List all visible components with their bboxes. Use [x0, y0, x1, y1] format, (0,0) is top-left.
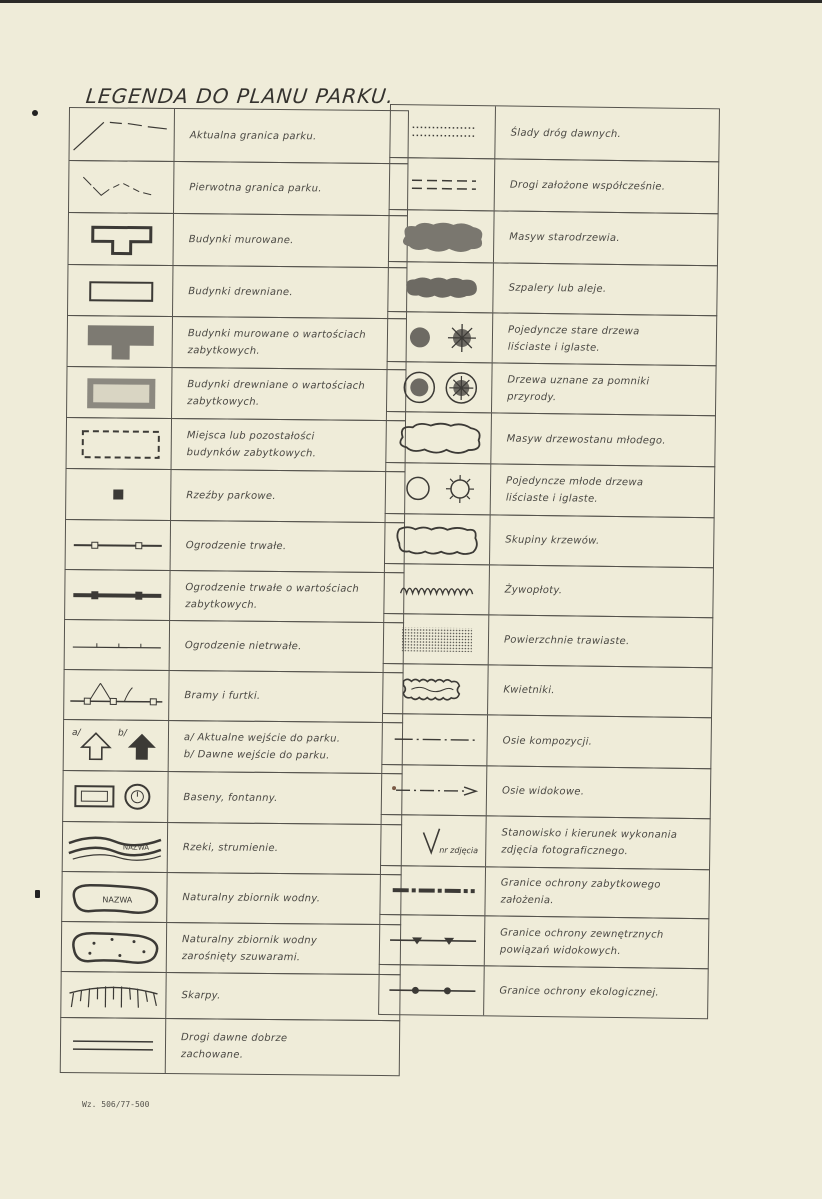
ecological-protection-boundary-icon: [379, 965, 485, 1015]
legend-row: [383, 613, 714, 668]
historic-brick-building-icon: [68, 316, 173, 367]
legend-label: Drogi założone współcześnie.: [509, 179, 666, 193]
legend-row: [65, 468, 405, 523]
legend-label: Ogrodzenie nietrwałe.: [184, 640, 302, 653]
heritage-protection-boundary-icon: [380, 866, 486, 915]
shrub-group-icon: [385, 514, 491, 564]
legend-label: Granice ochrony zabytkowego założenia.: [500, 877, 661, 907]
legend-label: Ogrodzenie trwałe o wartościach zabytkowych.: [185, 581, 360, 611]
legend-row: [60, 971, 400, 1021]
entrance-arrows-icon: [64, 720, 169, 771]
old-single-trees-icon: [388, 312, 494, 362]
legend-label: a/ Aktualne wejście do parku. b/ Dawne wejście do parku.: [183, 732, 341, 762]
legend-label: Rzeźby parkowe.: [186, 489, 276, 502]
legend-row: [67, 264, 407, 319]
legend-label: Bramy i furtki.: [184, 690, 261, 702]
legend-row: [382, 663, 713, 718]
legend-label: Ogrodzenie trwałe.: [185, 540, 287, 553]
legend-label: Granice ochrony zewnętrznych powiązań widokowych.: [499, 927, 664, 957]
old-road-icon: [61, 1018, 167, 1073]
fountain-icon: [63, 771, 168, 822]
legend-row: [64, 569, 404, 623]
legend-label: Drogi dawne dobrze zachowane.: [180, 1032, 288, 1061]
original-boundary-icon: [69, 161, 174, 213]
current-boundary-icon: [70, 108, 175, 161]
legend-row: [63, 669, 403, 723]
page-top-edge: [0, 0, 822, 3]
temporary-fence-icon: [65, 620, 170, 670]
legend-label: Naturalny zbiornik wodny zarośnięty szuwarami.: [181, 933, 318, 963]
alley-icon: [388, 262, 494, 312]
legend-label: Skupiny krzewów.: [505, 534, 600, 547]
legend-label: Aktualna granica parku.: [189, 129, 317, 142]
legend-row: [384, 513, 715, 568]
legend-label: Żywopłoty.: [504, 584, 563, 597]
historic-fence-icon: [65, 570, 170, 620]
old-tree-mass-icon: [389, 210, 495, 262]
legend-label: Budynki murowane.: [188, 234, 294, 247]
view-protection-boundary-icon: [380, 915, 486, 965]
form-code: Wz. 506/77-500: [82, 1100, 150, 1109]
legend-label: Masyw starodrzewia.: [509, 231, 620, 245]
legend-label: Skarpy.: [181, 990, 221, 1002]
hedge-icon: [384, 564, 490, 614]
wooden-building-icon: [68, 265, 173, 316]
binding-hole-mark: [35, 890, 40, 898]
binding-hole-mark: [32, 110, 38, 116]
legend-row: [67, 315, 407, 370]
legend-row: [386, 361, 717, 416]
legend-row: [378, 964, 709, 1019]
legend-row: [380, 814, 711, 870]
legend-label: Pojedyncze młode drzewa liściaste i iglaste.: [505, 475, 644, 505]
river-icon: [63, 822, 168, 872]
legend-row: [68, 160, 408, 216]
grass-icon: [384, 614, 490, 664]
legend-label: Pojedyncze stare drzewa liściaste i iglaste.: [507, 324, 640, 354]
legend-label: Naturalny zbiornik wodny.: [182, 892, 321, 905]
legend-row: [387, 311, 718, 366]
historic-wooden-building-icon: [67, 367, 172, 418]
legend-label: Kwietniki.: [503, 684, 555, 697]
view-axis-icon: [382, 765, 488, 815]
legend-row: [66, 417, 406, 472]
legend-label: Pierwotna granica parku.: [189, 182, 322, 195]
river-name-mark: NAZWA: [122, 843, 150, 852]
photo-point-icon: [381, 815, 487, 866]
building-remains-icon: [67, 418, 172, 469]
legend-row: [65, 519, 405, 573]
legend-row: [385, 411, 716, 467]
legend-label: Ślady dróg dawnych.: [510, 127, 622, 140]
legend-row: [389, 104, 720, 162]
legend-right-column: [378, 105, 720, 1019]
legend-row: [68, 107, 409, 164]
legend-label: Budynki murowane o wartościach zabytkowych.: [187, 328, 366, 357]
legend-label: Rzeki, strumienie.: [182, 842, 279, 855]
legend-label: Szpalery lub aleje.: [508, 282, 607, 295]
monument-trees-icon: [387, 362, 493, 412]
entrance-a-mark: a/: [71, 728, 81, 739]
legend-row: [61, 871, 401, 925]
legend-row: [64, 619, 404, 673]
reed-pond-icon: [62, 922, 167, 972]
pond-icon: [62, 872, 167, 922]
legend-label: Granice ochrony ekologicznej.: [499, 985, 660, 999]
escarpment-icon: [61, 972, 166, 1018]
legend-row: [379, 914, 710, 969]
legend-row: [62, 770, 402, 825]
legend-label: Masyw drzewostanu młodego.: [506, 433, 666, 447]
gate-icon: [64, 670, 169, 720]
modern-road-icon: [390, 158, 496, 210]
entrance-b-mark: b/: [117, 728, 127, 739]
composition-axis-icon: [382, 714, 488, 765]
legend-label: Stanowisko i kierunek wykonania zdjęcia fotograficznego.: [501, 827, 678, 858]
legend-label: Osie widokowe.: [501, 785, 585, 798]
legend-row: [381, 713, 712, 769]
legend-left-column: [60, 108, 409, 1076]
brick-building-icon: [69, 213, 174, 265]
legend-label: Miejsca lub pozostałości budynków zabytkowych.: [186, 430, 317, 460]
legend-row: [62, 821, 402, 875]
legend-row: [67, 212, 407, 268]
legend-label: Baseny, fontanny.: [183, 791, 278, 804]
legend-row: [60, 1017, 401, 1076]
permanent-fence-icon: [66, 520, 171, 570]
legend-row: [61, 921, 401, 975]
legend-row: [387, 261, 718, 316]
legend-row: [379, 865, 710, 919]
legend-row: [385, 462, 716, 518]
young-tree-mass-icon: [386, 412, 492, 463]
pond-name-mark: NAZWA: [102, 894, 133, 905]
legend-label: Budynki drewniane.: [188, 285, 293, 298]
legend-row: [381, 764, 712, 819]
legend-label: Osie kompozycji.: [502, 735, 593, 748]
legend-row: [383, 563, 714, 618]
legend-label: Drzewa uznane za pomniki przyrody.: [507, 374, 650, 403]
legend-label: Budynki drewniane o wartościach zabytkowych.: [187, 379, 366, 408]
legend-row: [66, 366, 406, 421]
sculpture-icon: [66, 469, 171, 520]
photo-number-mark: nr zdjęcia: [439, 845, 479, 856]
legend-row: [63, 719, 403, 774]
young-single-trees-icon: [386, 463, 492, 514]
legend-row: [389, 157, 720, 214]
legend-title: LEGENDA DO PLANU PARKU.: [84, 84, 396, 108]
legend-row: [388, 209, 719, 266]
flowerbed-icon: [383, 664, 489, 714]
old-road-traces-icon: [390, 105, 496, 158]
legend-label: Powierzchnie trawiaste.: [503, 634, 630, 648]
